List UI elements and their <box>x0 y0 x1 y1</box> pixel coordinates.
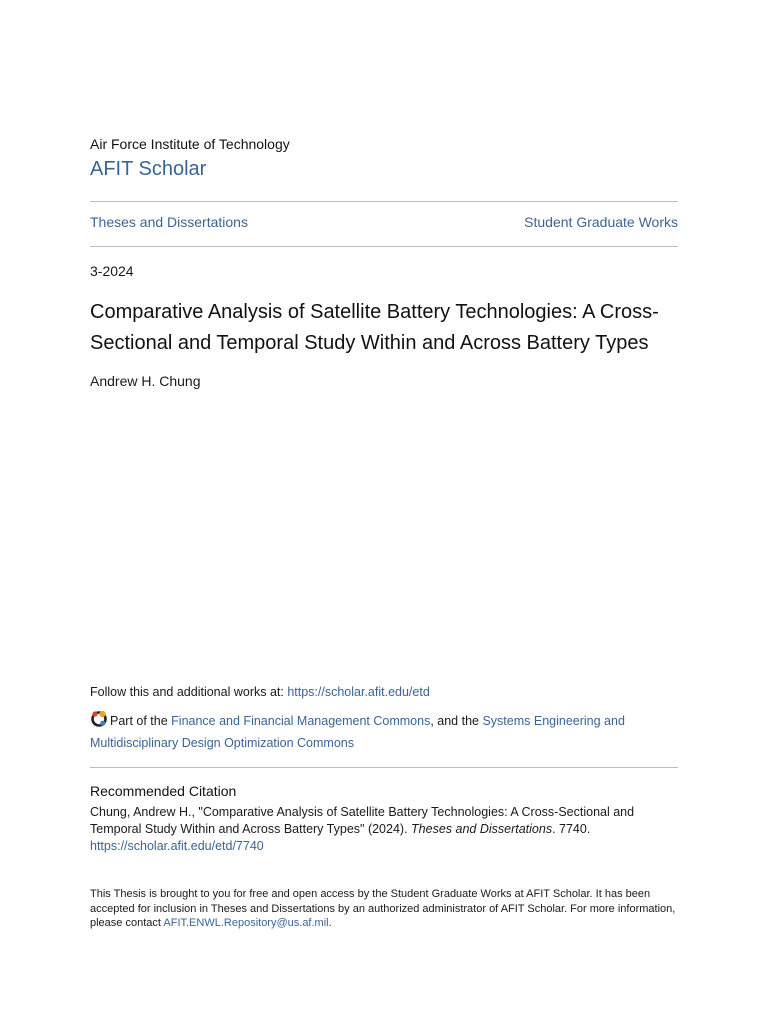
systems-engineering-commons-link[interactable]: Systems Engineering and Multidisciplinary Design Optimization Commons <box>90 714 625 750</box>
finance-commons-link[interactable]: Finance and Financial Management Commons <box>171 714 431 728</box>
site-name-link[interactable]: AFIT Scholar <box>90 158 207 180</box>
network-commons-icon <box>90 710 108 728</box>
part-of-prefix: Part of the <box>110 714 172 728</box>
document-title: Comparative Analysis of Satellite Battery Technologies: A Cross-Sectional and Temporal Study Within and Across Battery Types <box>90 301 659 354</box>
institution-name: Air Force Institute of Technology <box>90 136 290 152</box>
citation-text-part1: Chung, Andrew H., "Comparative Analysis of Satellite Battery Technologies: A Cross-Sectional and Temporal Study Within and Across Battery Types" (2024). <box>90 805 635 836</box>
citation-text-part2: . 7740. <box>552 822 591 836</box>
part-of-line <box>90 710 678 754</box>
part-of-joiner: , and the <box>430 714 483 728</box>
collections-bar <box>90 214 678 230</box>
divider-middle <box>90 246 678 247</box>
divider-bottom <box>90 767 678 768</box>
publication-date: 3-2024 <box>90 263 134 279</box>
divider-top <box>90 201 678 202</box>
citation-series: Theses and Dissertations <box>411 822 553 836</box>
contact-email-link[interactable]: AFIT.ENWL.Repository@us.af.mil <box>163 917 329 929</box>
document-author: Andrew H. Chung <box>90 373 201 389</box>
follow-url-link[interactable]: https://scholar.afit.edu/etd <box>287 685 430 699</box>
notice-end: . <box>328 917 332 929</box>
citation-url-link[interactable]: https://scholar.afit.edu/etd/7740 <box>90 839 264 853</box>
notice-text: This Thesis is brought to you for free and open access by the Student Graduate Works at AFIT Scholar. It has been accepted for inclusion in Theses and Dissertations by an authorized administrator of AFIT Scholar. For more information, please contact <box>90 888 676 929</box>
collection-link-student-works[interactable]: Student Graduate Works <box>524 214 678 230</box>
collection-link-theses[interactable]: Theses and Dissertations <box>90 214 248 230</box>
access-notice <box>90 887 678 931</box>
follow-line <box>90 685 678 699</box>
recommended-citation-heading: Recommended Citation <box>90 783 237 799</box>
citation-text <box>90 804 678 855</box>
follow-prefix: Follow this and additional works at: <box>90 685 288 699</box>
